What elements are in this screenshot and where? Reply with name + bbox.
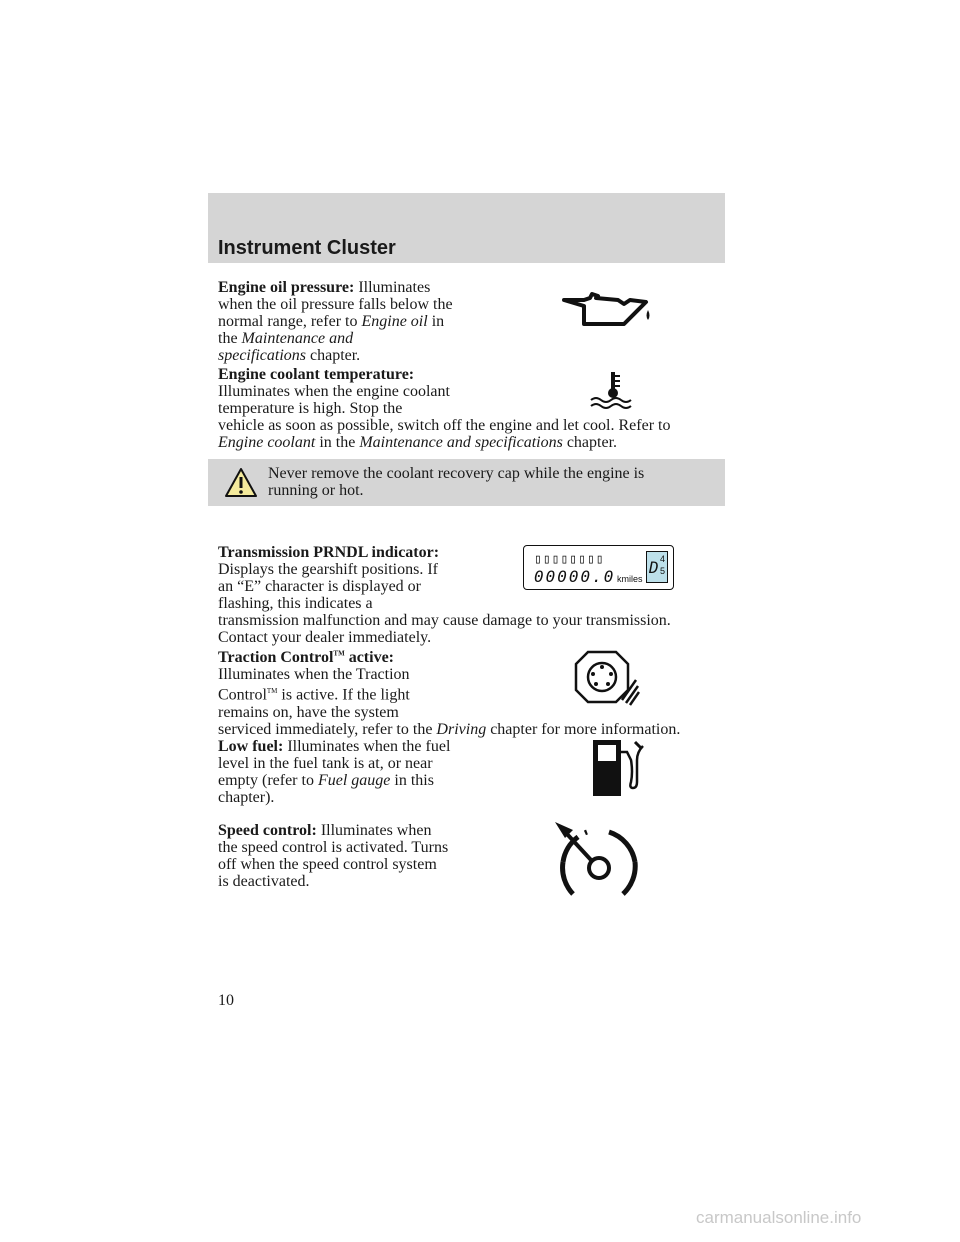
section-header xyxy=(208,193,725,263)
coolant-temperature-icon xyxy=(588,368,638,410)
odometer-digits: 00000.0 xyxy=(534,567,616,586)
odometer-segment-boxes: ▯▯▯▯▯▯▯▯ xyxy=(534,552,605,567)
gear-indicator: D 4 5 xyxy=(646,551,668,583)
speed-control-paragraph: Speed control: Illuminates when the speed control is activated. Turns off when the speed control system is deactivated. xyxy=(218,822,449,890)
oil-pressure-paragraph: Engine oil pressure: Illuminates when the oil pressure falls below the normal range, refer to Engine oil in the Maintenance and specifications chapter. xyxy=(218,279,453,364)
warning-text: Never remove the coolant recovery cap while the engine is running or hot. xyxy=(268,465,645,499)
low-fuel-paragraph: Low fuel: Illuminates when the fuel level in the fuel tank is at, or near empty (refer to Fuel gauge in this chapter). xyxy=(218,738,451,806)
oil-can-icon xyxy=(562,288,658,330)
speed-control-icon xyxy=(553,822,643,900)
section-title: Instrument Cluster xyxy=(218,237,396,259)
traction-control-paragraph: Traction Control™ active: Illuminates when the Traction Control™ is active. If the light remains on, have the system serviced immediately, refer to the Driving chapter for more information. xyxy=(218,649,681,738)
warning-box xyxy=(208,459,725,506)
footer-watermark[interactable]: carmanualsonline.info xyxy=(696,1208,862,1227)
fuel-pump-icon xyxy=(591,738,647,798)
coolant-paragraph: Engine coolant temperature: Illuminates when the engine coolant temperature is high. Stop the vehicle as soon as possible, switch off the engine and let cool. Refer to Engine coolant in the Maintenance and specifications chapter. xyxy=(218,366,671,451)
odometer-unit: kmiles xyxy=(617,574,643,584)
warning-triangle-icon xyxy=(224,467,258,499)
traction-control-icon xyxy=(574,650,640,706)
prndl-paragraph: Transmission PRNDL indicator: Displays the gearshift positions. If an “E” character is displayed or flashing, this indicates a transmission malfunction and may cause damage to your transmission. Contact your dealer immediately. xyxy=(218,544,671,646)
page-number: 10 xyxy=(218,992,234,1009)
odometer-display xyxy=(523,545,674,590)
